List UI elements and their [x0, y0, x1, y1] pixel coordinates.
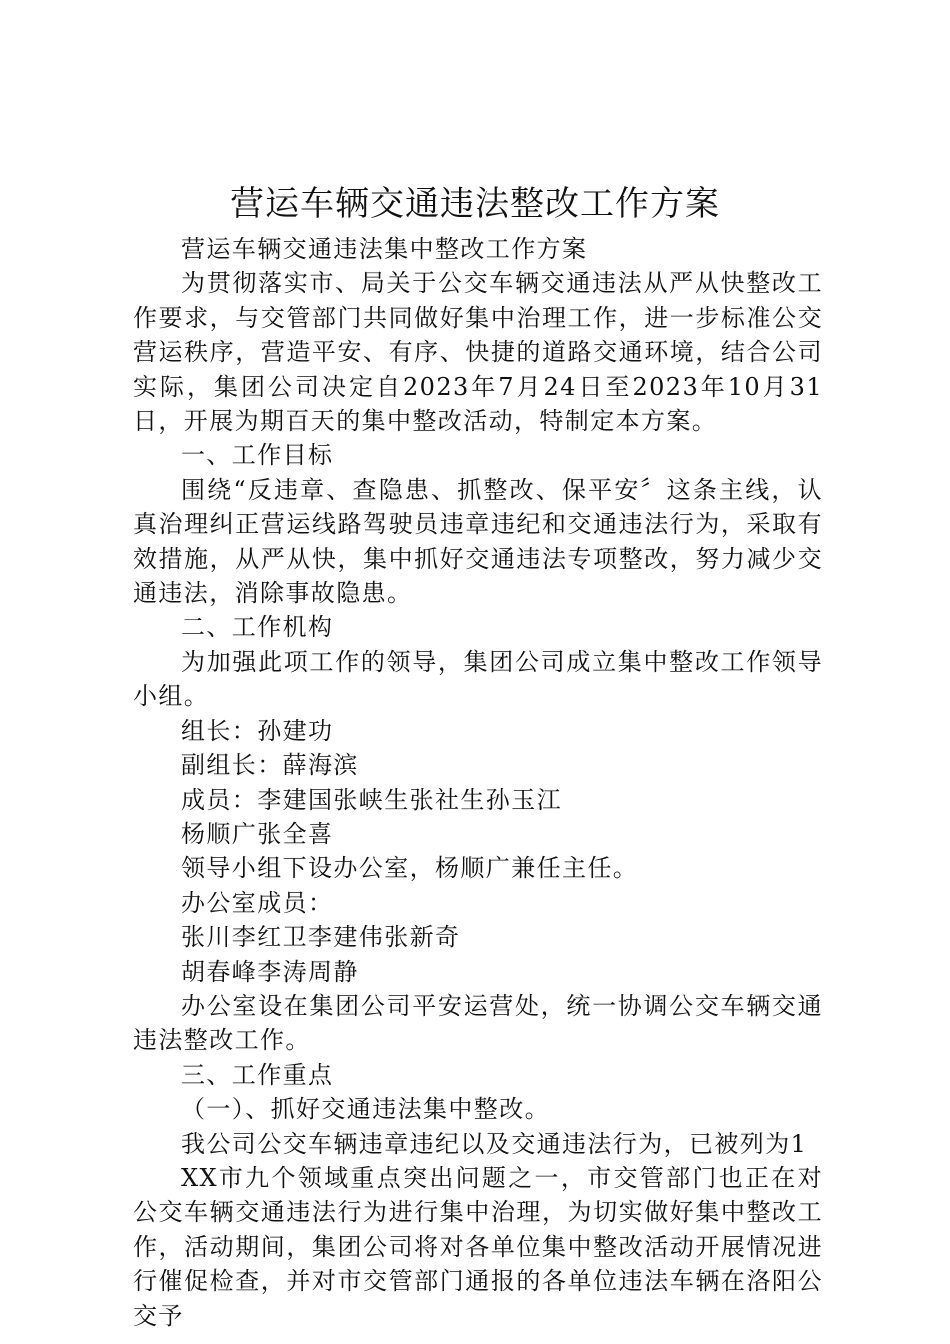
office-members-line-continued: 胡春峰李涛周静	[181, 957, 359, 986]
leader-line: 组长：孙建功	[181, 716, 334, 745]
office-director-line: 领导小组下设办公室，杨顺广兼任主任。	[181, 854, 639, 883]
office-members-line: 张川李红卫李建伟张新奇	[181, 923, 461, 952]
section-heading-2: 二、工作机构	[181, 613, 334, 642]
intro-paragraph: 为贯彻落实市、局关于公交车辆交通违法从严从快整改工作要求，与交管部门共同做好集中治理工作，进一步标准公交营运秩序，营造平安、有序、快捷的道路交通环境，结合公司实际，集团公司决定自2023年7月24日至2023年10月31日，开展为期百天的集中整改活动，特制定本方案。	[133, 269, 823, 436]
subsection-heading-1: （一）、抓好交通违法集中整改。	[181, 1095, 550, 1124]
members-line: 成员：李建国张峡生张社生孙玉江	[181, 785, 562, 814]
section-heading-3: 三、工作重点	[181, 1060, 334, 1089]
office-members-heading: 办公室成员：	[181, 888, 334, 917]
document-title: 营运车辆交通违法整改工作方案	[230, 184, 720, 224]
deputy-leader-line: 副组长：薛海滨	[181, 751, 359, 780]
focus-paragraph-start: 我公司公交车辆违章违纪以及交通违法行为，已被列为1	[181, 1129, 808, 1158]
subtitle-paragraph: 营运车辆交通违法集中整改工作方案	[181, 235, 588, 263]
focus-paragraph-continued: XX市九个领域重点突出问题之一，市交管部门也正在对公交车辆交通违法行为进行集中治理，为切实做好集中整改工作，活动期间，集团公司将对各单位集中整改活动开展情况进行催促检查，并对市交管部门通报的各单位违法车辆在洛阳公交予	[133, 1163, 823, 1330]
office-location-paragraph: 办公室设在集团公司平安运营处，统一协调公交车辆交通违法整改工作。	[133, 991, 823, 1055]
goal-paragraph: 围绕“反违章、查隐患、抓整改、保平安〞这条主线，认真治理纠正营运线路驾驶员违章违纪和交通违法行为，采取有效措施，从严从快，集中抓好交通违法专项整改，努力减少交通违法，消除事故隐患。	[133, 475, 823, 608]
members-line-continued: 杨顺广张全喜	[181, 819, 334, 848]
section-heading-1: 一、工作目标	[181, 441, 334, 470]
organization-paragraph: 为加强此项工作的领导，集团公司成立集中整改工作领导小组。	[133, 647, 823, 711]
document-body	[133, 232, 823, 1333]
